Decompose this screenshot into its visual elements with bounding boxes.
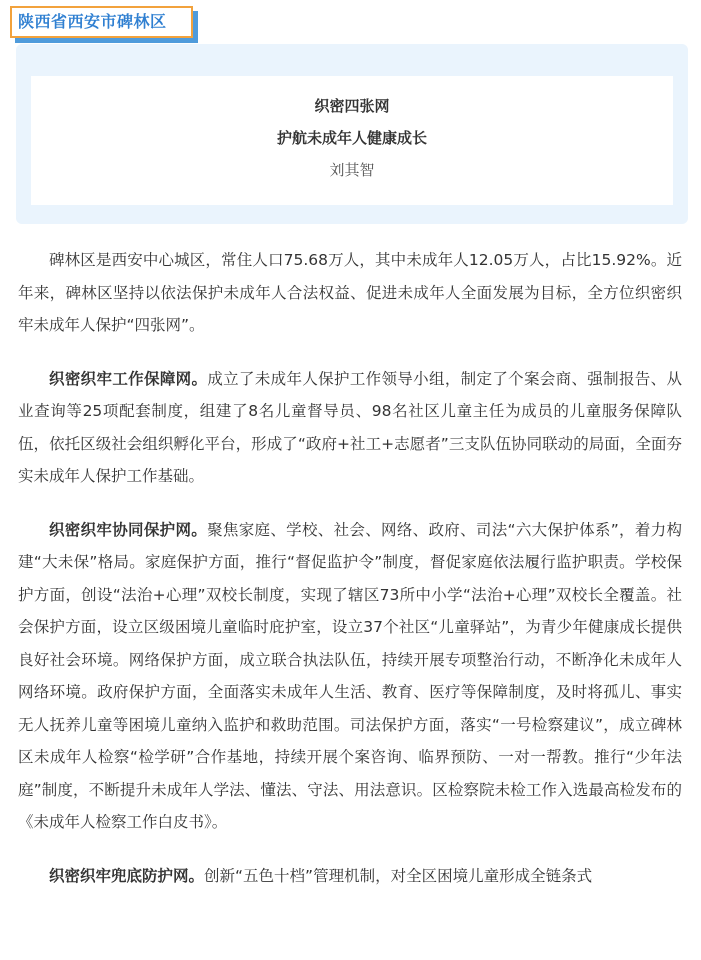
paragraph-work-guarantee	[18, 363, 682, 493]
paragraph-safety-net	[18, 860, 682, 893]
article-author: 刘其智	[329, 161, 375, 179]
article-title-line-2: 护航未成年人健康成长	[276, 129, 427, 147]
article-title-line-1: 织密四张网	[314, 97, 390, 115]
paragraph-text: 聚焦家庭、学校、社会、网络、政府、司法“六大保护体系”，着力构建“大未保”格局。家庭保护方面，推行“督促监护令”制度，督促家庭依法履行监护职责。学校保护方面，创设“法治+心理”双校长制度，实现了辖区73所中小学“法治+心理”双校长全覆盖。社会保护方面，设立区级困境儿童临时庇护室，设立37个社区“儿童驿站”，为青少年健康成长提供良好社会环境。网络保护方面，成立联合执法队伍，持续开展专项整治行动，不断净化未成年人网络环境。政府保护方面，全面落实未成年人生活、教育、医疗等保障制度，及时将孤儿、事实无人抚养儿童等困境儿童纳入监护和救助范围。司法保护方面，落实“一号检察建议”，成立碑林区未成年人检察“检学研”合作基地，持续开展个案咨询、临界预防、一对一帮教。推行“少年法庭”制度，不断提升未成年人学法、懂法、守法、用法意识。区检察院未检工作入选最高检发布的《未成年人检察工作白皮书》。	[18, 520, 682, 831]
region-tag: 陕西省西安市碑林区	[10, 6, 193, 38]
paragraph-text: 碑林区是西安中心城区，常住人口75.68万人，其中未成年人12.05万人，占比15.92%。近年来，碑林区坚持以依法保护未成年人合法权益、促进未成年人全面发展为目标，全方位织密织牢未成年人保护“四张网”。	[18, 251, 682, 334]
paragraph-intro	[18, 244, 682, 342]
paragraph-text: 创新“五色十档”管理机制，对全区困境儿童形成全链条式	[204, 866, 593, 885]
paragraph-lead: 织密织牢工作保障网。	[49, 369, 208, 388]
article-body	[18, 244, 682, 913]
paragraph-text: 成立了未成年人保护工作领导小组，制定了个案会商、强制报告、从业查询等25项配套制度，组建了8名儿童督导员、98名社区儿童主任为成员的儿童服务保障队伍，依托区级社会组织孵化平台，形成了“政府+社工+志愿者”三支队伍协同联动的局面，全面夯实未成年人保护工作基础。	[18, 369, 682, 485]
paragraph-lead: 织密织牢兜底防护网。	[49, 866, 205, 885]
paragraph-coordinated-protection	[18, 514, 682, 839]
title-card	[31, 76, 673, 205]
paragraph-lead: 织密织牢协同保护网。	[49, 520, 208, 539]
title-panel	[16, 44, 688, 224]
